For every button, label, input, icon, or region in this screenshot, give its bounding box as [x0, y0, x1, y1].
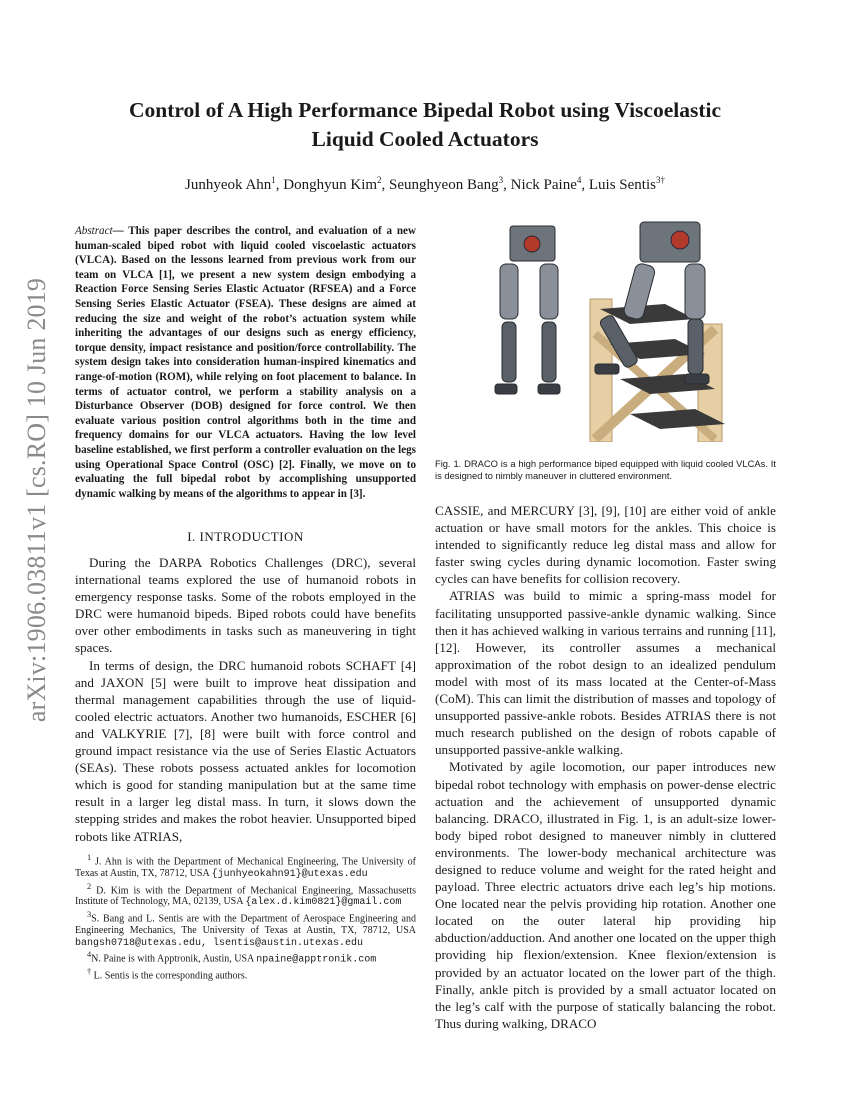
author: Luis Sentis$^{3\dagger}$ — [588, 175, 665, 193]
section-heading: I. INTRODUCTION — [187, 529, 304, 544]
footnote: † L. Sentis is the corresponding authors. — [87, 967, 248, 982]
author: Nick Paine$^4$, — [510, 175, 589, 193]
arxiv-stamp: arXiv:1906.03811v1 [cs.RO] 10 Jun 2019 — [22, 277, 51, 723]
figure-caption — [435, 458, 776, 482]
paragraph: CASSIE, and MERCURY [3], [9], [10] are either void of ankle actuation or have small motors for the ankles. This choice is intended to significantly reduce leg distal mass and allow for faster swing cycles during dynamic locomotion. Faster swing cycles can have benefits for collision recovery. — [435, 503, 776, 587]
footnote: $^2$ D. Kim is with the Department of Mechanical Engineering, Massachusetts Institute of Technology, MA, 02139, USA {alex.d.kim0821}@gmail.com — [75, 881, 416, 909]
abstract-text: — This paper describes the control, and evaluation of a new human-scaled biped robot with liquid cooled viscoelastic actuators (VLCA). Based on the lessons learned from previous work from our team on VLCA [1], we present a new system design embodying a Reaction Force Sensing Series Elastic Actuator (RFSEA) and a Force Sensing Series Elastic Actuator (FSEA). These designs are aimed at reducing the size and weight of the robot’s actuation system while inheriting the advantages of our designs such as energy efficiency, torque density, impact resistance and position/force controllability. The system design takes into consideration human-inspired kinematics and range-of-motion (ROM), while relying on foot placement to balance. In terms of actuator control, we perform a stability analysis on a Disturbance Observer (DOB) designed for force control. We then evaluate various position control algorithms both in the time and frequency domains for our VLCA actuators. Having the low level baseline established, we first perform a controller evaluation on the legs using Operational Space Control (OSC) [2]. Finally, we move on to evaluating the full bipedal robot by accomplishing unsupported dynamic walking by means of the algorithms to appear in [3]. — [75, 225, 416, 500]
paragraph: In terms of design, the DRC humanoid robots SCHAFT [4] and JAXON [5] were built to improve heat dissipation and thermal management capabilities through the use of liquid-cooled electric actuators. Another two humanoids, ESCHER [6] and VALKYRIE [7], [8] were built with force control and ground impact resistance via the use of Series Elastic Actuators (SEAs). These robots possess actuated ankles for locomotion which is good for standing manipulation but at the same time result in a larger leg distal mass. In turn, it slows down the stepping strides and makes the robot heavier. Unsupported biped robots like ATRIAS, — [75, 657, 416, 844]
paragraph: Motivated by agile locomotion, our paper introduces new bipedal robot technology with emphasis on power-dense electric actuation and the achievement of unsupported dynamic balancing. DRACO, illustrated in Fig. 1, is an adult-size lower-body biped robot designed to maneuver nimbly in cluttered environments. The lower-body mechanical architecture was designed to reduce volume and weight for the rated height and payload. Three electric actuators drive each leg’s hip motions. One located near the pelvis providing hip rotation. Another one located on the outer lateral hip providing hip abduction/adduction. And another one located on the upper thigh providing hip flexion/extension. Knee flexion/extension is provided by an actuator located on the lower part of the thigh. Finally, ankle pitch is provided by a small actuator located on the leg’s calf with the purpose of statically balancing the robot. Thus during walking, DRACO — [435, 759, 776, 1031]
footnote: $^3$S. Bang and L. Sentis are with the Department of Aerospace Engineering and Engineering Mechanics, The University of Texas at Austin, TX, 78712, USA bangsh0718@utexas.edu, lsentis@austin.utexas.edu — [75, 910, 416, 949]
right-column-text — [435, 502, 776, 1032]
author-list — [80, 175, 770, 194]
robot-figure — [490, 214, 730, 442]
footnote: $^1$ J. Ahn is with the Department of Mechanical Engineering, The University of Texas at Austin, TX, 78712, USA {junhyeokahn91}@utexas.edu — [75, 853, 416, 880]
paper-title — [80, 96, 770, 154]
title-line-1: Control of A High Performance Bipedal Robot using Viscoelastic — [128, 98, 722, 122]
author: Junhyeok Ahn$^1$, — [185, 175, 284, 193]
title-line-2: Liquid Cooled Actuators — [311, 127, 539, 151]
footnote: $^4$N. Paine is with Apptronik, Austin, USA npaine@apptronik.com — [87, 950, 377, 966]
abstract-label: Abstract — [75, 225, 113, 237]
author: Seunghyeon Bang$^3$, — [389, 175, 511, 193]
footnotes — [75, 852, 416, 983]
intro-text — [75, 554, 416, 845]
abstract — [75, 224, 416, 501]
caption-text: DRACO is a high performance biped equipped with liquid cooled VLCAs. It is designed to nimbly maneuver in cluttered environment. — [435, 458, 776, 481]
paragraph: During the DARPA Robotics Challenges (DRC), several international teams explored the use of humanoid robots in emergency response tasks. Some of the robots employed in the DRC were humanoid bipeds. Biped robots could have benefits over other embodiments in tasks such as maneuvering in tight spaces. — [75, 555, 416, 656]
figure-label: Fig. 1. — [435, 458, 462, 469]
author: Donghyun Kim$^2$, — [283, 175, 390, 193]
paragraph: ATRIAS was build to mimic a spring-mass model for facilitating unsupported passive-ankle dynamic walking. Since then it has achieved walking in various terrains and running [11], [12]. However, its controller assumes a mechanical approximation of the robot design to an idealized pendulum model with most of its mass located at the Center-of-Mass (CoM). This can limit the distribution of masses and topology of unsupported passive-ankle robots. Besides ATRIAS there is not much research published on the design of robots capable of unsupported passive-ankle walking. — [435, 588, 776, 758]
